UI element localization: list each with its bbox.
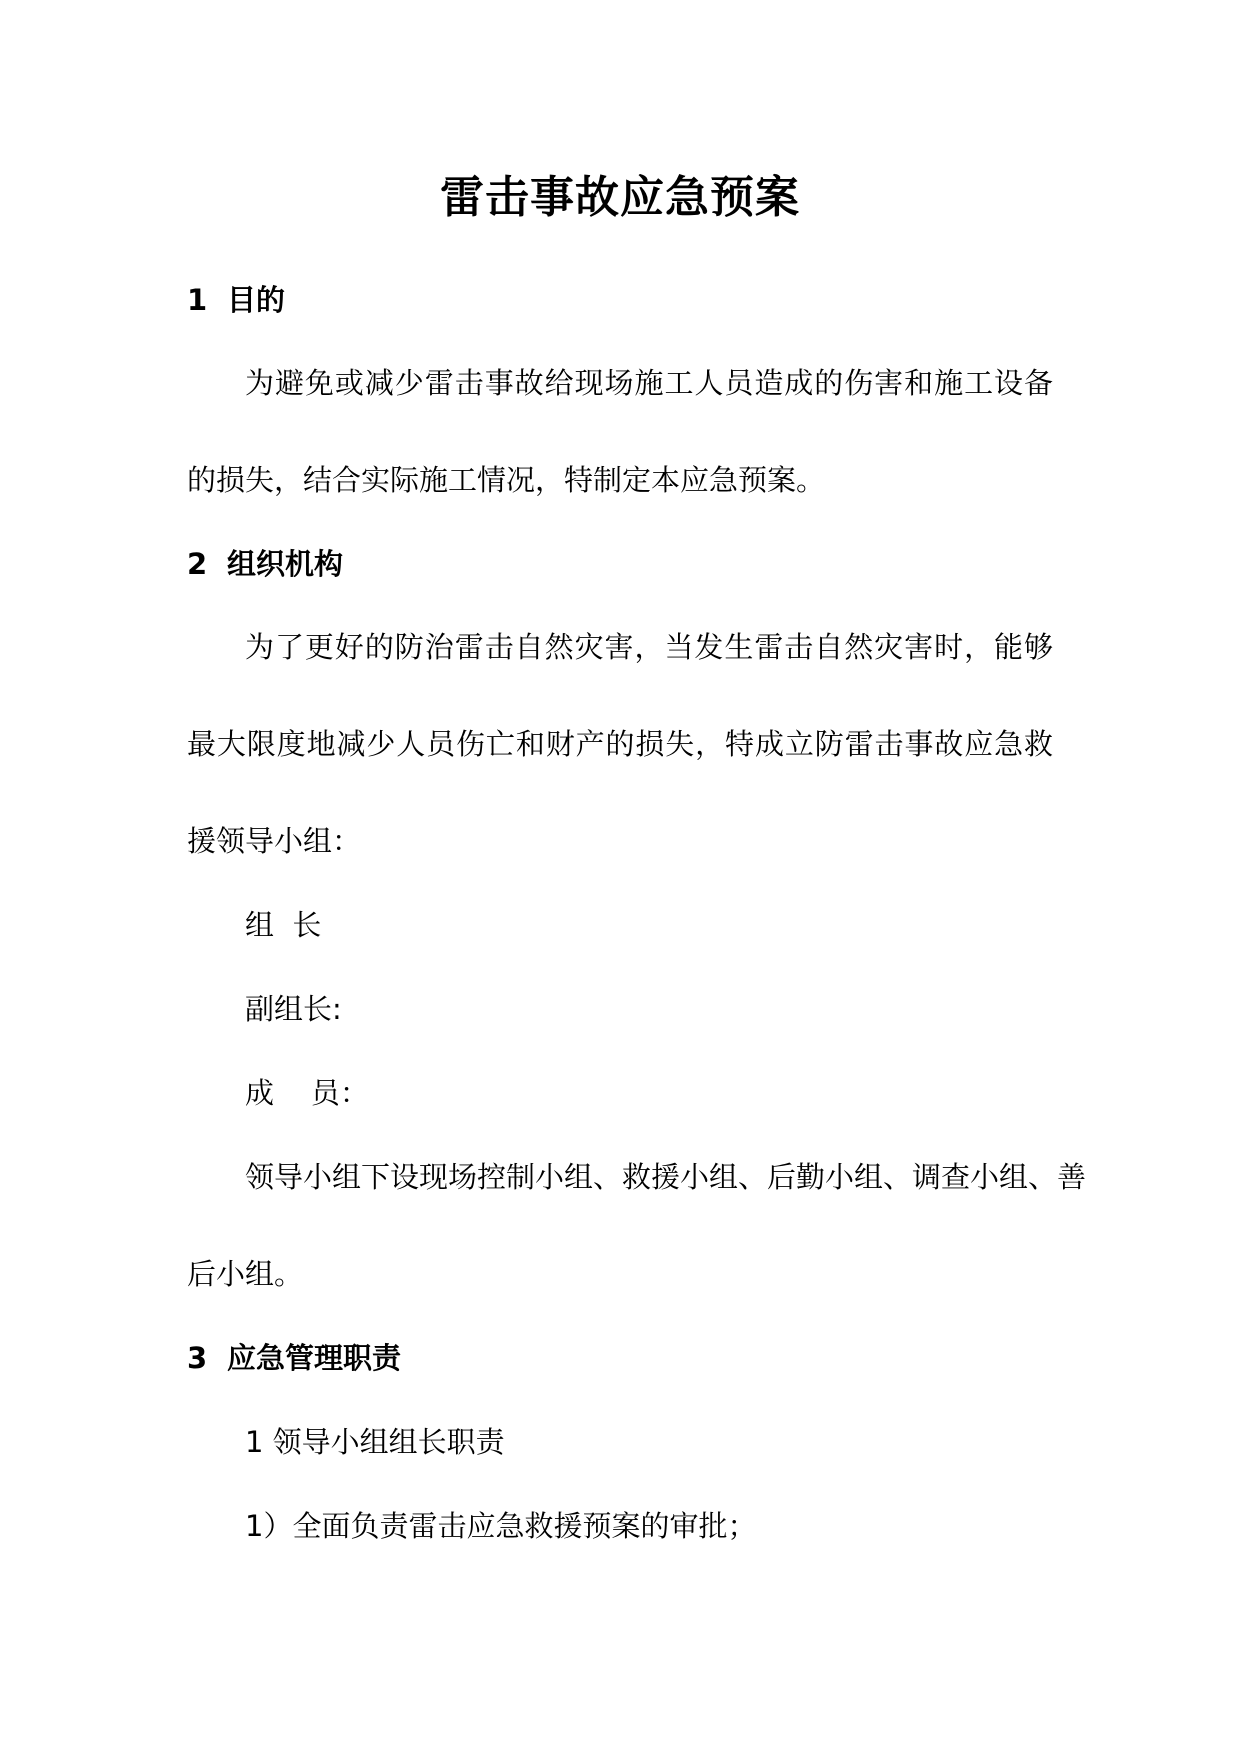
paragraph-subgroups-line-1: 领导小组下设现场控制小组、救援小组、后勤小组、调查小组、善 bbox=[245, 1160, 1087, 1194]
paragraph-subgroups-line-2: 后小组。 bbox=[187, 1257, 304, 1291]
paragraph-organization-line-3: 援领导小组： bbox=[187, 824, 362, 858]
paragraph-purpose-line-1: 为避免或减少雷击事故给现场施工人员造成的伤害和施工设备 bbox=[245, 366, 1053, 400]
section-title: 应急管理职责 bbox=[227, 1341, 402, 1375]
section-number: 2 bbox=[187, 547, 208, 581]
section-heading-purpose bbox=[187, 280, 285, 320]
section-number: 3 bbox=[187, 1341, 208, 1375]
section-number: 1 bbox=[187, 283, 208, 317]
paragraph-organization-line-1: 为了更好的防治雷击自然灾害，当发生雷击自然灾害时，能够 bbox=[245, 630, 1053, 664]
section-heading-duties bbox=[187, 1338, 401, 1378]
role-leader: 组 长 bbox=[245, 908, 322, 942]
duty-item-leader: 1 领导小组组长职责 bbox=[245, 1425, 505, 1459]
section-title: 组织机构 bbox=[227, 547, 344, 581]
section-title: 目的 bbox=[227, 283, 286, 317]
paragraph-organization-line-2: 最大限度地减少人员伤亡和财产的损失，特成立防雷击事故应急救 bbox=[187, 727, 1053, 761]
role-deputy-leader: 副组长: bbox=[245, 992, 342, 1026]
section-heading-organization bbox=[187, 544, 343, 584]
role-members: 成 员： bbox=[245, 1076, 369, 1110]
duty-subitem-1: 1）全面负责雷击应急救援预案的审批； bbox=[245, 1509, 757, 1543]
document-title: 雷击事故应急预案 bbox=[440, 172, 800, 223]
paragraph-purpose-line-2: 的损失，结合实际施工情况，特制定本应急预案。 bbox=[187, 463, 826, 497]
